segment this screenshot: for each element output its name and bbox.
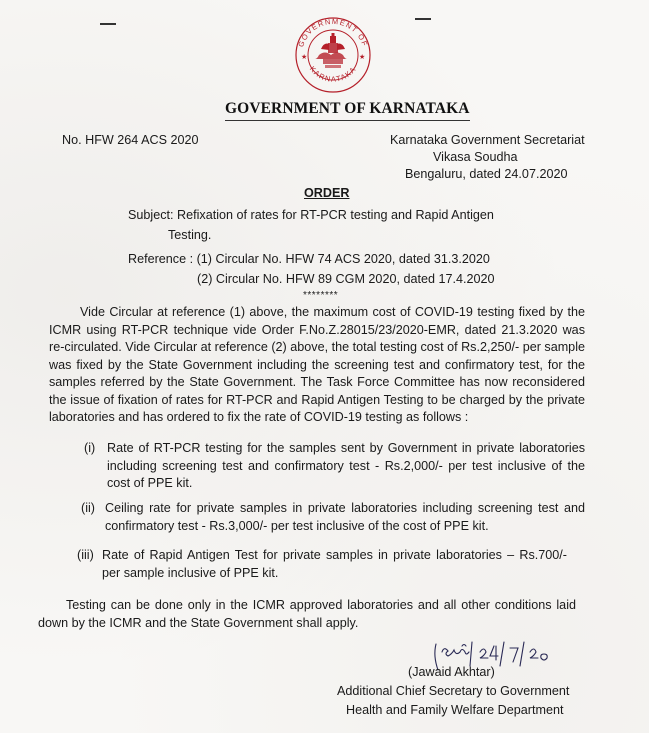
- address-line-2: Vikasa Soudha: [433, 150, 518, 164]
- rate-item-text: Rate of RT-PCR testing for the samples sent by Government in private laboratories including screening test and confirmatory test - Rs.2,000/- per test inclusive of the cost of PPE kit.: [107, 441, 585, 490]
- signatory-department: Health and Family Welfare Department: [346, 703, 564, 717]
- rate-item-number: (i): [84, 441, 96, 455]
- reference-2: (2) Circular No. HFW 89 CGM 2020, dated 17.4.2020: [197, 272, 495, 286]
- punch-mark-left: [100, 23, 116, 25]
- address-line-1: Karnataka Government Secretariat: [390, 133, 585, 147]
- rate-item-number: (ii): [81, 501, 95, 515]
- rate-item-text: Ceiling rate for private samples in private laboratories including screening test and confirmatory test - Rs.3,000/- per test inclusive of the cost of PPE kit.: [105, 501, 585, 533]
- section-separator: ********: [303, 290, 339, 301]
- body-paragraph-1: Vide Circular at reference (1) above, the maximum cost of COVID-19 testing fixed by the ICMR using RT-PCR technique vide Order F.No.Z.28015/23/2020-EMR, dated 21.3.2020 was re-circulated. Vide Circular at reference (2) above, the total testing cost of Rs.2,250/- per sample was fixed by the State Government including the screening test and confirmatory test, for the samples referred by the State Government. The Task Force Committee has now reconsidered the issue of fixation of rates for RT-PCR and Rapid Antigen Testing to be charged by the private laboratories and has ordered to fix the rate of COVID-19 testing as follows :: [49, 305, 585, 424]
- svg-text:★: ★: [359, 54, 366, 61]
- reference-1: Reference : (1) Circular No. HFW 74 ACS 2020, dated 31.3.2020: [128, 252, 490, 266]
- subject-line-2: Testing.: [168, 228, 212, 242]
- svg-text:GOVERNMENT OF: GOVERNMENT OF: [296, 16, 370, 49]
- rate-item-text: Rate of Rapid Antigen Test for private samples in private laboratories – Rs.700/- per sample inclusive of PPE kit.: [102, 548, 567, 580]
- body-paragraph-2: Testing can be done only in the ICMR approved laboratories and all other conditions laid down by the ICMR and the State Government shall apply.: [38, 598, 576, 630]
- karnataka-emblem-icon: [293, 15, 373, 95]
- order-number: No. HFW 264 ACS 2020: [62, 133, 199, 147]
- rate-item-number: (iii): [77, 548, 94, 562]
- svg-text:★: ★: [301, 54, 308, 61]
- svg-text:KARNATAKA: KARNATAKA: [307, 64, 359, 84]
- government-title: GOVERNMENT OF KARNATAKA: [225, 100, 470, 121]
- subject-line-1: Subject: Refixation of rates for RT-PCR testing and Rapid Antigen: [128, 208, 494, 222]
- punch-mark-right: [415, 18, 431, 20]
- address-date-line: Bengaluru, dated 24.07.2020: [405, 167, 568, 181]
- signatory-designation: Additional Chief Secretary to Government: [337, 684, 570, 698]
- order-heading: ORDER: [304, 186, 350, 200]
- signatory-name: (Jawaid Akhtar): [408, 665, 495, 679]
